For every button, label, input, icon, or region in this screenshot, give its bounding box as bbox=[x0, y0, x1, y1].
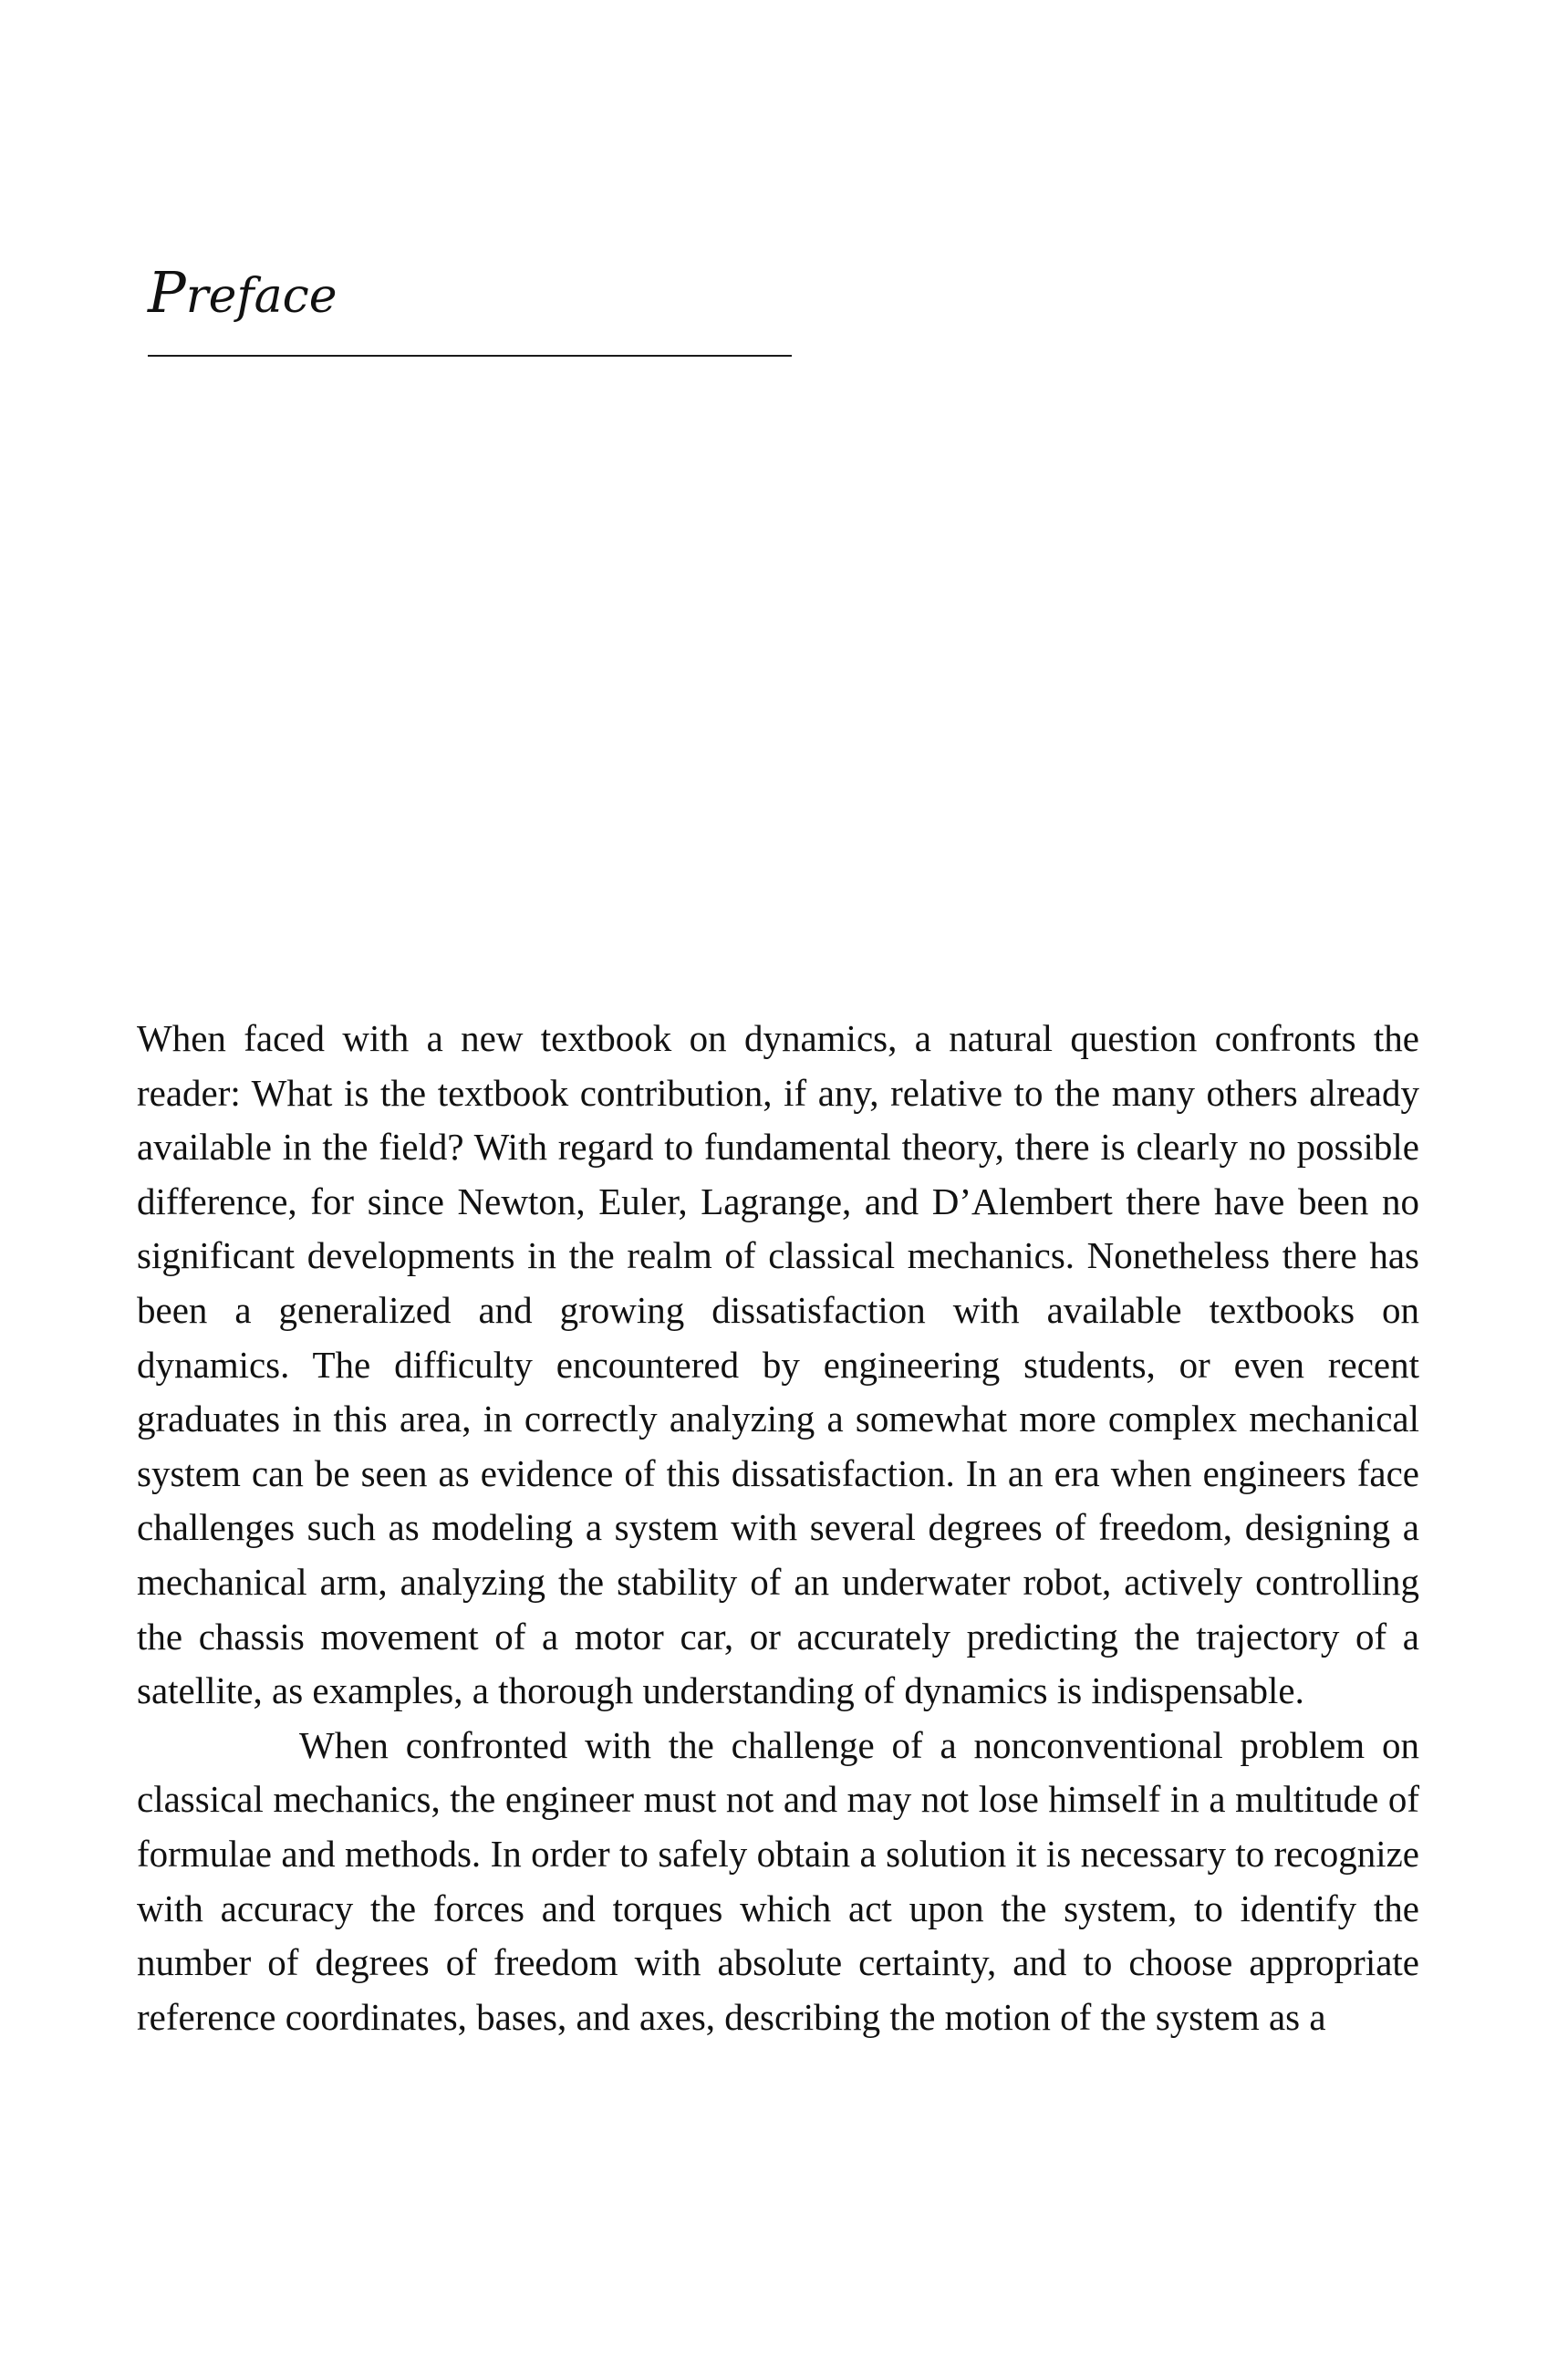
page-title-initial: P bbox=[148, 259, 186, 326]
paragraph-1: When faced with a new textbook on dynamics, a natural question confronts the reader: What is the textbook contribution, if any, relative to the many others already available in the field? With regard to fundamental theory, there is clearly no possible difference, for since Newton, Euler, Lagrange, and D’Alembert there have been no significant developments in the realm of classical mechanics. Nonetheless there has been a generalized and growing dissatisfaction with available textbooks on dynamics. The difficulty encountered by engineering students, or even recent graduates in this area, in correctly analyzing a somewhat more complex mechanical system can be seen as evidence of this dissatisfaction. In an era when engineers face challenges such as modeling a system with several degrees of freedom, designing a mechanical arm, analyzing the stability of an underwater robot, actively controlling the chassis movement of a motor car, or accurately predicting the trajectory of a satellite, as examples, a thorough understanding of dynamics is indispensable. bbox=[137, 1017, 1419, 1712]
body-text bbox=[137, 1012, 1419, 2044]
page-title bbox=[148, 259, 337, 326]
paragraph-2: When confronted with the challenge of a nonconventional problem on classical mechanics, the engineer must not and may not lose himself in a multitude of formulae and methods. In order to safely obtain a solution it is necessary to recognize with accuracy the forces and torques which act upon the system, to identify the number of degrees of freedom with absolute certainty, and to choose appropriate reference coordinates, bases, and axes, describing the motion of the system as a bbox=[137, 1723, 1419, 2038]
page-title-rest: reface bbox=[185, 269, 337, 324]
title-underline bbox=[148, 355, 792, 357]
